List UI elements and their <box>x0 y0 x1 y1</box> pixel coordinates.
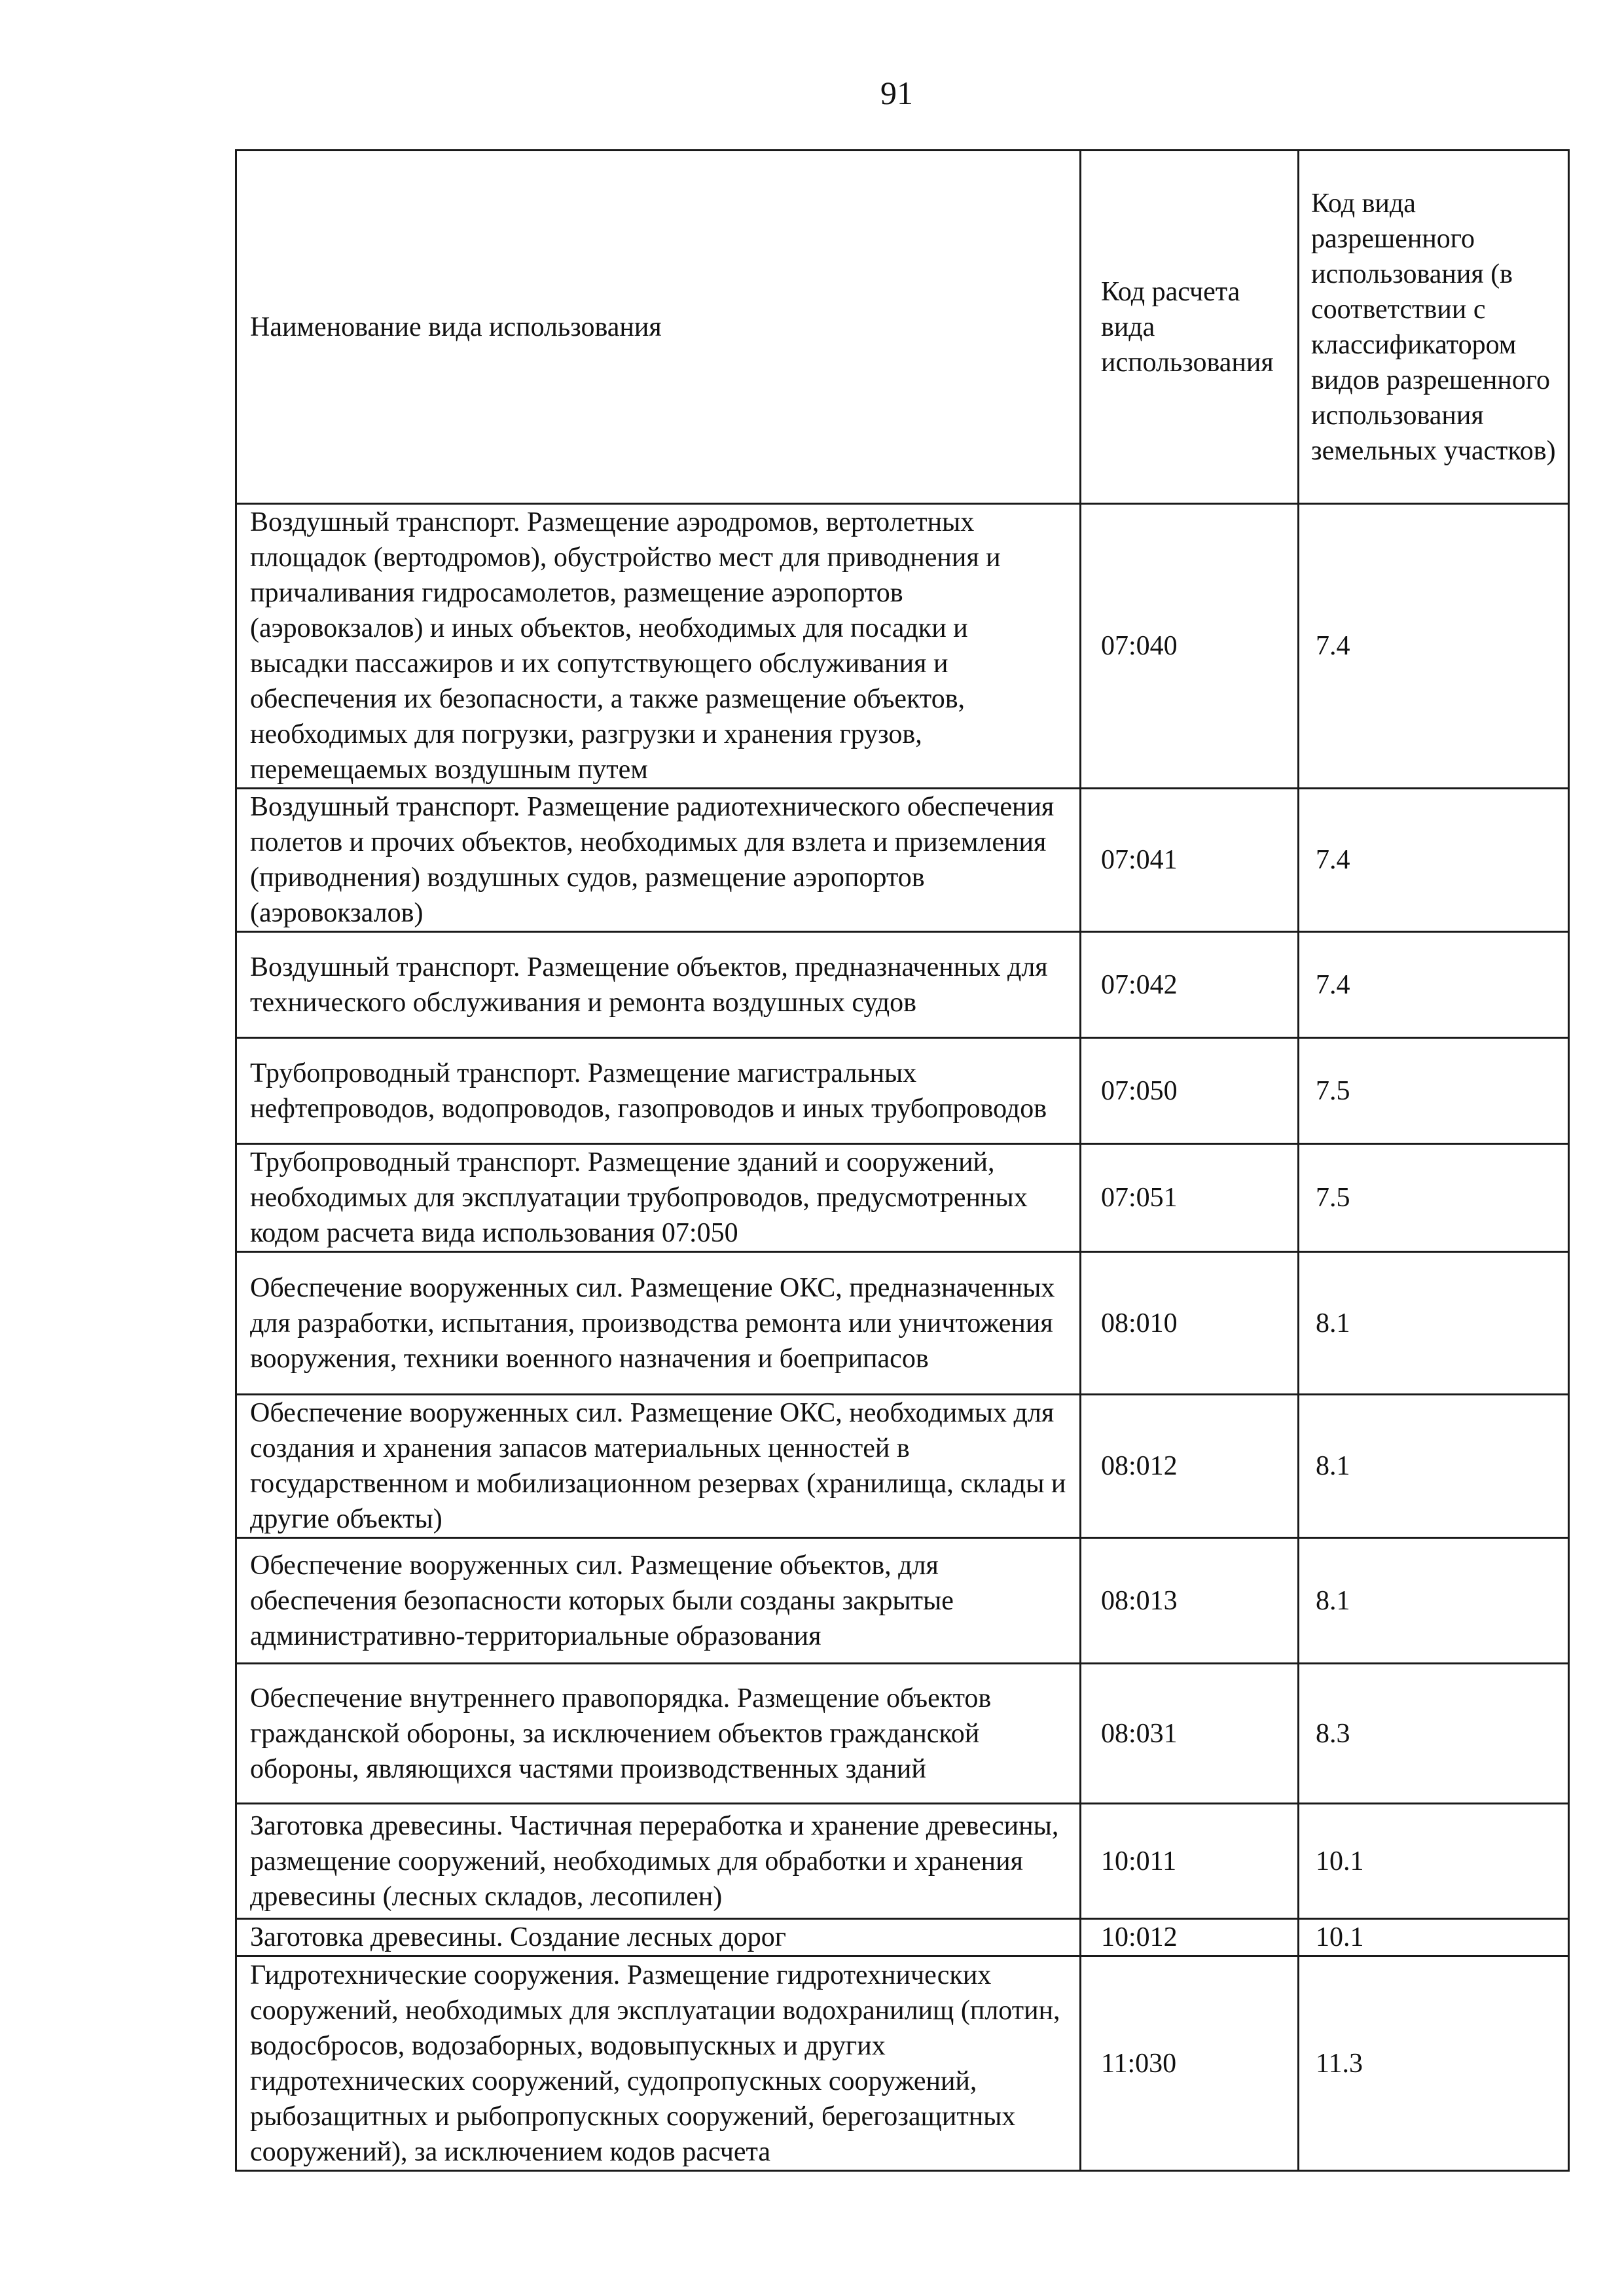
table-row <box>236 1956 1569 2171</box>
usage-name-cell: Воздушный транспорт. Размещение аэродромов, вертолетных площадок (вертодромов), обустройство мест для приводнения и причаливания гидросамолетов, размещение аэропортов (аэровокзалов) и иных объектов, необходимых для посадки и высадки пассажиров и их сопутствующего обслуживания и обеспечения их безопасности, а также размещение объектов, необходимых для погрузки, разгрузки и хранения грузов, перемещаемых воздушным путем <box>236 504 1081 789</box>
table-row <box>236 1538 1569 1664</box>
page-number: 91 <box>880 75 913 111</box>
usage-name-cell: Трубопроводный транспорт. Размещение магистральных нефтепроводов, водопроводов, газопроводов и иных трубопроводов <box>236 1038 1081 1144</box>
table-row <box>236 1919 1569 1956</box>
usage-name-cell: Воздушный транспорт. Размещение объектов, предназначенных для технического обслуживания и ремонта воздушных судов <box>236 932 1081 1038</box>
usage-name-cell: Обеспечение вооруженных сил. Размещение объектов, для обеспечения безопасности которых были созданы закрытые административно-территориальные образования <box>236 1538 1081 1664</box>
table-row <box>236 1144 1569 1252</box>
calc-code-cell: 11:030 <box>1081 1956 1299 2171</box>
table-row <box>236 789 1569 932</box>
usage-name-cell: Заготовка древесины. Создание лесных дорог <box>236 1919 1081 1956</box>
table-row <box>236 932 1569 1038</box>
vri-code-cell: 11.3 <box>1299 1956 1569 2171</box>
vri-code-cell: 7.4 <box>1299 932 1569 1038</box>
land-use-table <box>235 149 1570 2172</box>
usage-name-cell: Обеспечение внутреннего правопорядка. Размещение объектов гражданской обороны, за исключением объектов гражданской обороны, являющихся частями производственных зданий <box>236 1664 1081 1804</box>
vri-code-cell: 7.4 <box>1299 504 1569 789</box>
vri-code-cell: 7.5 <box>1299 1144 1569 1252</box>
usage-name-cell: Трубопроводный транспорт. Размещение зданий и сооружений, необходимых для эксплуатации трубопроводов, предусмотренных кодом расчета вида использования 07:050 <box>236 1144 1081 1252</box>
calc-code-cell: 08:013 <box>1081 1538 1299 1664</box>
table-row <box>236 1395 1569 1538</box>
table-row <box>236 1252 1569 1395</box>
table-row <box>236 1038 1569 1144</box>
calc-code-cell: 08:031 <box>1081 1664 1299 1804</box>
vri-code-cell: 8.1 <box>1299 1252 1569 1395</box>
vri-code-cell: 8.3 <box>1299 1664 1569 1804</box>
table-row <box>236 1664 1569 1804</box>
usage-name-cell: Гидротехнические сооружения. Размещение гидротехнических сооружений, необходимых для эксплуатации водохранилищ (плотин, водосбросов, водозаборных, водовыпускных и других гидротехнических сооружений, судопропускных сооружений, рыбозащитных и рыбопропускных сооружений, берегозащитных сооружений), за исключением кодов расчета <box>236 1956 1081 2171</box>
calc-code-cell: 08:010 <box>1081 1252 1299 1395</box>
header-vri-code: Код вида разрешенного использования (в соответствии с классификатором видов разрешенного использования земельных участков) <box>1299 151 1569 504</box>
calc-code-cell: 10:012 <box>1081 1919 1299 1956</box>
usage-name-cell: Заготовка древесины. Частичная переработка и хранение древесины, размещение сооружений, необходимых для обработки и хранения древесины (лесных складов, лесопилен) <box>236 1804 1081 1919</box>
table-row <box>236 504 1569 789</box>
vri-code-cell: 7.4 <box>1299 789 1569 932</box>
usage-name-cell: Обеспечение вооруженных сил. Размещение ОКС, предназначенных для разработки, испытания, производства ремонта или уничтожения вооружения, техники военного назначения и боеприпасов <box>236 1252 1081 1395</box>
vri-code-cell: 10.1 <box>1299 1919 1569 1956</box>
table-row <box>236 1804 1569 1919</box>
vri-code-cell: 8.1 <box>1299 1538 1569 1664</box>
calc-code-cell: 07:050 <box>1081 1038 1299 1144</box>
vri-code-cell: 8.1 <box>1299 1395 1569 1538</box>
header-usage-name: Наименование вида использования <box>236 151 1081 504</box>
usage-name-cell: Обеспечение вооруженных сил. Размещение ОКС, необходимых для создания и хранения запасов материальных ценностей в государственном и мобилизационном резервах (хранилища, склады и другие объекты) <box>236 1395 1081 1538</box>
calc-code-cell: 07:040 <box>1081 504 1299 789</box>
table-header-row <box>236 151 1569 504</box>
usage-name-cell: Воздушный транспорт. Размещение радиотехнического обеспечения полетов и прочих объектов, необходимых для взлета и приземления (приводнения) воздушных судов, размещение аэропортов (аэровокзалов) <box>236 789 1081 932</box>
calc-code-cell: 08:012 <box>1081 1395 1299 1538</box>
calc-code-cell: 07:042 <box>1081 932 1299 1038</box>
calc-code-cell: 07:051 <box>1081 1144 1299 1252</box>
vri-code-cell: 10.1 <box>1299 1804 1569 1919</box>
calc-code-cell: 10:011 <box>1081 1804 1299 1919</box>
header-calc-code: Код расчета вида использования <box>1081 151 1299 504</box>
vri-code-cell: 7.5 <box>1299 1038 1569 1144</box>
calc-code-cell: 07:041 <box>1081 789 1299 932</box>
